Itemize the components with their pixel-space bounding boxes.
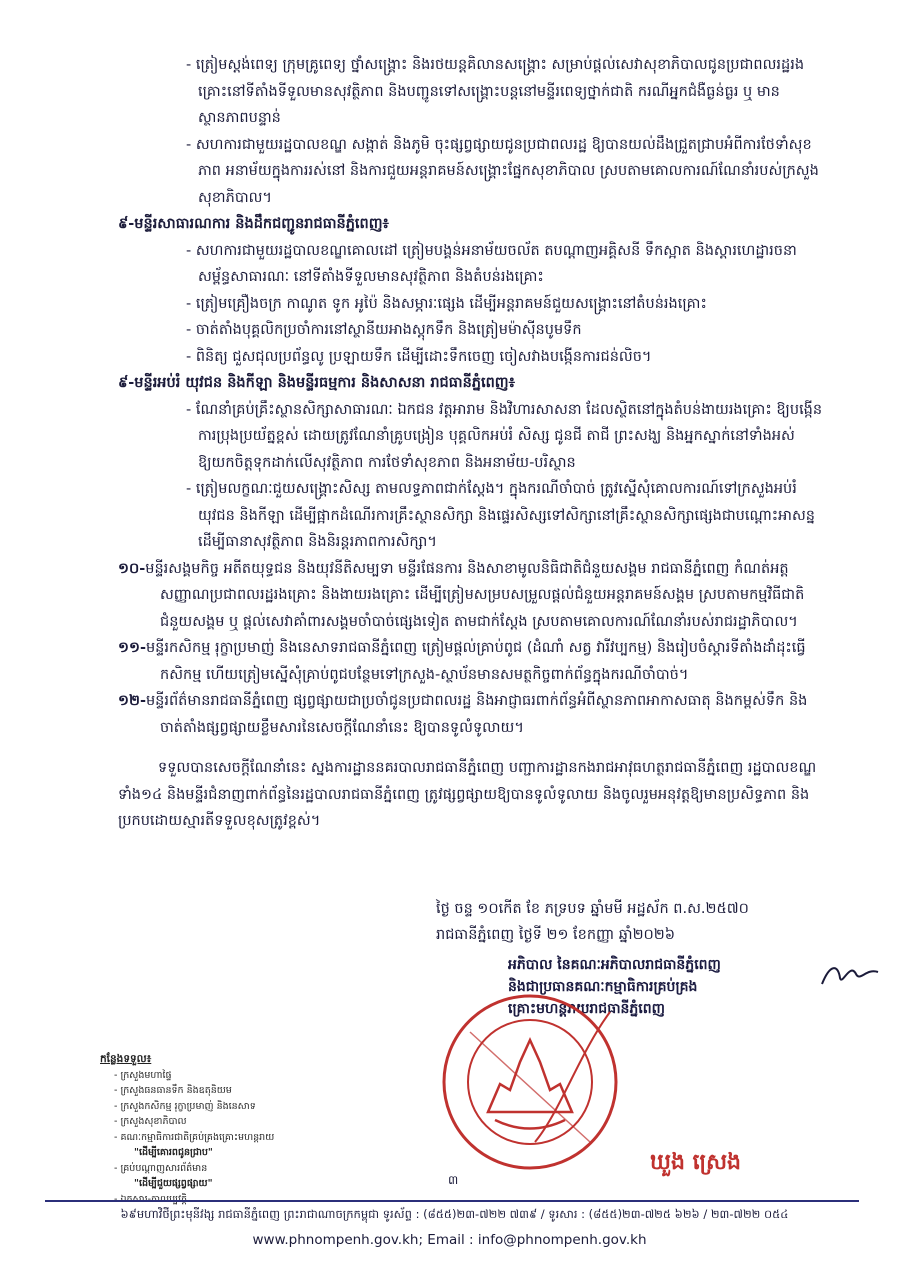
document-body bbox=[70, 52, 829, 835]
lunar-date: ថ្ងៃ ចន្ទ ១០កើត ខែ ភទ្របទ ឆ្នាំមមី អដ្ឋស័ក ព.ស.២៥៧០ bbox=[436, 901, 749, 917]
item-text: មន្ទីរព័ត៌មានរាជធានីភ្នំពេញ ផ្សព្វផ្សាយជាប្រចាំជូនប្រជាពលរដ្ឋ និងអាជ្ញាធរពាក់ព័ន្ធអំពីស្ថានភាពអាកាសធាតុ និងកម្ពស់ទឹក និងចាត់តាំងផ្សព្វផ្សាយខ្លឹមសារនៃសេចក្តីណែនាំនេះ ឱ្យបានទូលំទូលាយ។ bbox=[145, 693, 808, 736]
public-works-bullet-4: - ពិនិត្យ ជួសជុលប្រព័ន្ធលូ ប្រឡាយទឹក ដើម្បីដោះទឹកចេញ ចៀសវាងបង្កើនការជន់លិច។ bbox=[186, 348, 652, 365]
recipient-item: - គណៈកម្មាធិការជាតិគ្រប់គ្រងគ្រោះមហន្តរាយ bbox=[114, 1131, 275, 1143]
recipient-item: - ក្រសួងធនធានទឹក និងឧតុនិយម bbox=[114, 1085, 232, 1096]
recipient-note: "ដើម្បីគោរពជូនជ្រាប" bbox=[134, 1147, 213, 1158]
public-works-bullet-2: - ត្រៀមគ្រឿងចក្រ កាណូត ទូក អូប៉ៃ និងសម្ភារៈផ្សេង ដើម្បីអន្តរាគមន៍ជួយសង្គ្រោះនៅតំបន់រងគ្រោះ bbox=[186, 295, 707, 312]
signature-line-2: និងជាប្រធានគណៈកម្មាធិការគ្រប់គ្រង bbox=[508, 979, 698, 995]
item-information bbox=[70, 688, 829, 741]
health-bullet-1: - ត្រៀមស្តង់ពេទ្យ ក្រុមគ្រូពេទ្យ ថ្នាំសង្គ្រោះ និងរថយន្តគិលានសង្គ្រោះ សម្រាប់ផ្តល់សេវាសុខាភិបាលជូនប្រជាពលរដ្ឋរងគ្រោះនៅទីតាំងទីទួលមានសុវត្ថិភាព និងបញ្ជូនទៅសង្គ្រោះបន្តនៅមន្ទីរពេទ្យថ្នាក់ជាតិ ករណីអ្នកជំងឺធ្ងន់ធ្ងរ ឬ មានស្ថានភាពបន្ទាន់ bbox=[186, 57, 805, 126]
education-bullet-1: - ណែនាំគ្រប់គ្រឹះស្ថានសិក្សាសាធារណៈ ឯកជន វត្តអារាម និងវិហារសាសនា ដែលស្ថិតនៅក្នុងតំបន់ងាយរងគ្រោះ ឱ្យបង្កើនការប្រុងប្រយ័ត្នខ្ពស់ ដោយត្រូវណែនាំគ្រូបង្រៀន បុគ្គលិកអប់រំ សិស្ស ជូនជី តាជី ព្រះសង្ឃ និងអ្នកស្នាក់នៅទាំងអស់ ឱ្យយកចិត្តទុកដាក់លើសុវត្ថិភាព ការថែទាំសុខភាព និងអនាម័យ-បរិស្ថាន bbox=[186, 401, 823, 471]
item-social-affairs bbox=[70, 556, 829, 636]
item-text: មន្ទីរសង្គមកិច្ច អតីតយុទ្ធជន និងយុវនីតិសម្បទា មន្ទីរផែនការ និងសាខាមូលនិធិជាតិជំនួយសង្គម រាជធានីភ្នំពេញ កំណត់អត្តសញ្ញាណប្រជាពលរដ្ឋរងគ្រោះ និងងាយរងគ្រោះ ដើម្បីត្រៀមសម្របសម្រួលផ្តល់ជំនួយអន្តរាគមន៍សង្គម ស្របតាមកម្មវិធីជាតិជំនួយសង្គម ឬ ផ្តល់សេវាគាំពារសង្គមចាំបាច់ផ្សេងទៀត តាមជាក់ស្តែង ស្របតាមគោលការណ៍ណែនាំរបស់រាជរដ្ឋាភិបាល។ bbox=[145, 560, 805, 630]
recipients-list bbox=[100, 1052, 274, 1207]
item-text: មន្ទីរកសិកម្ម រុក្ខាប្រមាញ់ និងនេសាទរាជធានីភ្នំពេញ ត្រៀមផ្តល់គ្រាប់ពូជ (ដំណាំ សត្វ វារីវប្បកម្ម) និងរៀបចំស្តារទីតាំងដាំដុះធ្វើកសិកម្ម ហើយត្រៀមស្នើសុំគ្រាប់ពូជបន្ថែមទៅក្រសួង-ស្ថាប័នមានសមត្ថកិច្ចពាក់ព័ន្ធក្នុងករណីចាំបាច់។ bbox=[145, 640, 806, 683]
signature-line-1: អភិបាល នៃគណៈអភិបាលរាជធានីភ្នំពេញ bbox=[508, 957, 721, 973]
item-number: ១០- bbox=[118, 560, 146, 577]
item-agriculture bbox=[70, 635, 829, 688]
item-heading: មន្ទីរសាធារណការ និងដឹកជញ្ជូនរាជធានីភ្នំពេញ៖ bbox=[134, 216, 389, 232]
education-bullet-2: - ត្រៀមលក្ខណៈជួយសង្គ្រោះសិស្ស តាមលទ្ធភាពជាក់ស្តែង។ ក្នុងករណីចាំបាច់ ត្រូវស្នើសុំគោលការណ៍ទៅក្រសួងអប់រំ យុវជន និងកីឡា ដើម្បីផ្អាកដំណើរការគ្រឹះស្ថានសិក្សា និងផ្ទេរសិស្សទៅសិក្សានៅគ្រឹះស្ថានសិក្សាផ្សេងជាបណ្តោះអាសន្ន ដើម្បីធានាសុវត្ថិភាព និងនិរន្តរភាពការសិក្សា។ bbox=[186, 481, 815, 550]
recipient-item: - ក្រសួងមហាផ្ទៃ bbox=[114, 1069, 172, 1081]
item-public-works bbox=[70, 211, 829, 238]
handwritten-signature bbox=[820, 960, 880, 990]
item-number: ១២- bbox=[118, 693, 146, 709]
recipient-item: - ឯកសារ-កាលប្បវត្តិ bbox=[114, 1193, 188, 1205]
solar-date: រាជធានីភ្នំពេញ ថ្ងៃទី ២១ ខែកញ្ញា ឆ្នាំ២០២៦ bbox=[436, 927, 676, 943]
signature-line-3: គ្រោះមហន្តរាយរាជធានីភ្នំពេញ bbox=[508, 1001, 665, 1017]
signer-name: ឃួង ស្រេង bbox=[650, 1150, 742, 1175]
recipient-note: "ដើម្បីជួយផ្សព្វផ្សាយ" bbox=[134, 1178, 213, 1189]
page-number: ៣ bbox=[448, 1173, 459, 1187]
recipients-title: កន្លែងទទួល៖ bbox=[100, 1053, 152, 1065]
recipient-item: - ក្រសួងកសិកម្ម រុក្ខាប្រមាញ់ និងនេសាទ bbox=[114, 1100, 256, 1112]
public-works-bullet-1: - សហការជាមួយរដ្ឋបាលខណ្ឌគោលដៅ ត្រៀមបង្គន់អនាម័យចល័ត តបណ្តាញអគ្គិសនី ទឹកស្អាត និងស្តារហេដ្ឋារចនាសម្ព័ន្ធសាធារណៈ នៅទីតាំងទីទួលមានសុវត្ថិភាព និងតំបន់រងគ្រោះ bbox=[186, 242, 797, 285]
item-heading: មន្ទីរអប់រំ យុវជន និងកីឡា និងមន្ទីរធម្មការ និងសាសនា រាជធានីភ្នំពេញ៖ bbox=[134, 375, 515, 391]
item-education bbox=[70, 370, 829, 397]
footer-contact: www.phnompenh.gov.kh; Email : info@phnompenh.gov.kh bbox=[252, 1232, 647, 1248]
official-seal bbox=[440, 992, 620, 1172]
footer-rule bbox=[45, 1200, 859, 1202]
item-number: ១១- bbox=[118, 640, 146, 656]
date-block bbox=[436, 896, 749, 948]
recipient-item: - ក្រសួងសុខាភិបាល bbox=[114, 1116, 187, 1127]
closing-paragraph: ទទួលបានសេចក្តីណែនាំនេះ ស្នងការដ្ឋាននគរបាលរាជធានីភ្នំពេញ បញ្ជាការដ្ឋានកងរាជអាវុធហត្ថរាជធានីភ្នំពេញ រដ្ឋបាលខណ្ឌទាំង១៤ និងមន្ទីរជំនាញពាក់ព័ន្ធនៃរដ្ឋបាលរាជធានីភ្នំពេញ ត្រូវផ្សព្វផ្សាយឱ្យបានទូលំទូលាយ និងចូលរួមអនុវត្តឱ្យមានប្រសិទ្ធភាព និងប្រកបដោយស្មារតីទទួលខុសត្រូវខ្ពស់។ bbox=[118, 760, 817, 829]
recipient-item: - គ្រប់បណ្តាញសារព័ត៌មាន bbox=[114, 1162, 208, 1174]
footer-address: ៦៩មហាវិថីព្រះមុនីវង្ស រាជធានីភ្នំពេញ ព្រះរាជាណាចក្រកម្ពុជា ទូរស័ព្ទ : (៨៥៥)២៣-៧២២ ៧៣៩ / ទូរសារ : (៨៥៥)២៣-៧២៥ ៦២៦ / ២៣-៧២២ ០៥៤ bbox=[120, 1207, 789, 1221]
item-number: ៩- bbox=[118, 216, 135, 232]
item-number: ៩- bbox=[118, 375, 135, 391]
health-bullet-2: - សហការជាមួយរដ្ឋបាលខណ្ឌ សង្កាត់ និងភូមិ ចុះផ្សព្វផ្សាយជូនប្រជាពលរដ្ឋ ឱ្យបានយល់ដឹងជ្រួតជ្រាបអំពីការថែទាំសុខភាព អនាម័យក្នុងការរស់នៅ និងការជួយអន្តរាគមន៍សង្គ្រោះផ្នែកសុខាភិបាល ស្របតាមគោលការណ៍ណែនាំរបស់ក្រសួងសុខាភិបាល។ bbox=[186, 136, 819, 206]
public-works-bullet-3: - ចាត់តាំងបុគ្គលិកប្រចាំការនៅស្ថានីយអាងស្តុកទឹក និងត្រៀមម៉ាស៊ីនបូមទឹក bbox=[186, 322, 582, 338]
